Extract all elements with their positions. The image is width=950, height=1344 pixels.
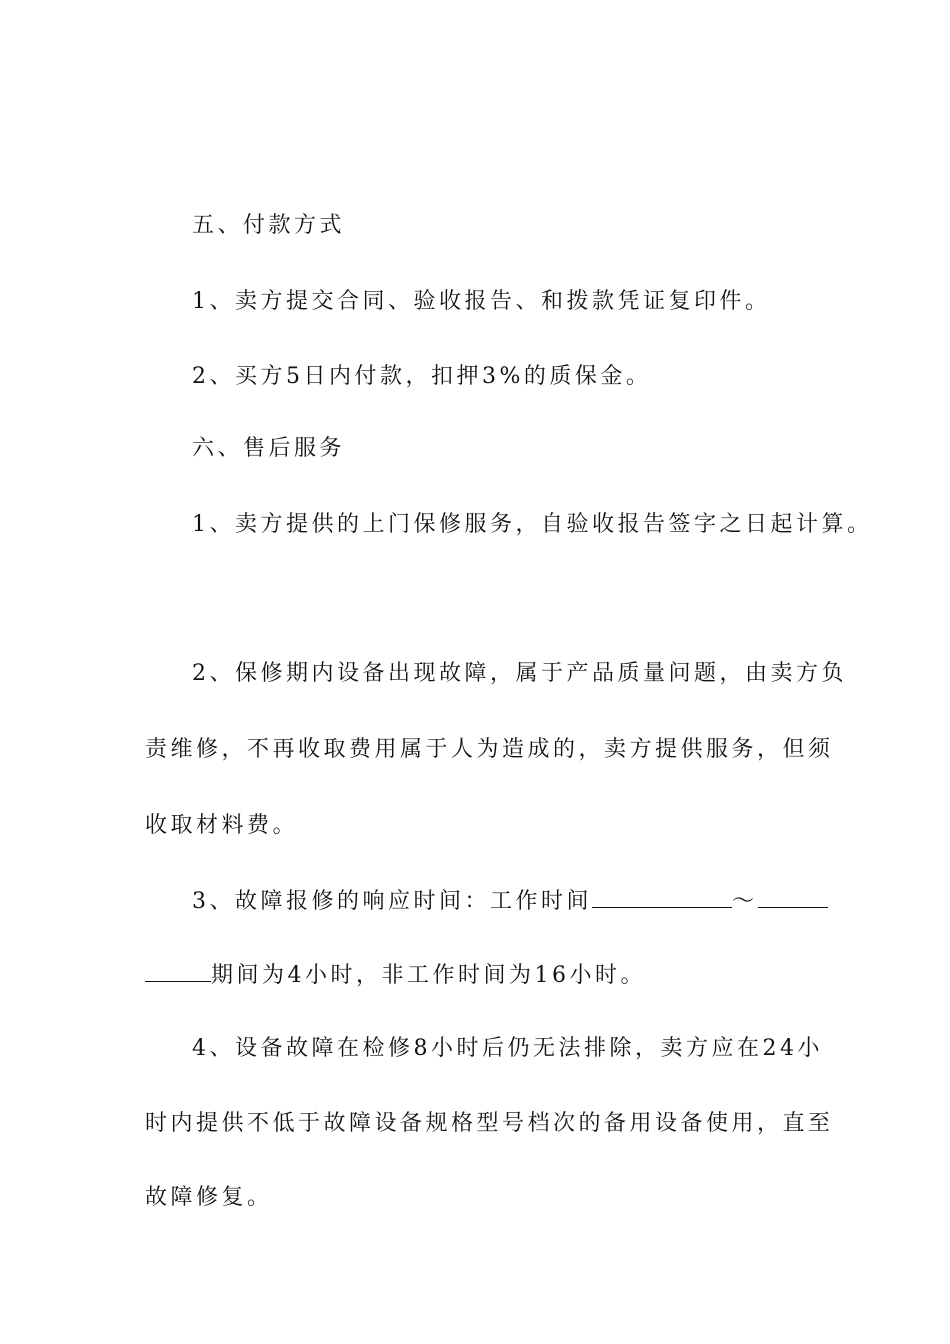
after-sales-item-2-line-2: 责维修，不再收取费用属于人为造成的，卖方提供服务，但须 (145, 737, 834, 762)
payment-item-1: 1、卖方提交合同、验收报告、和拨款凭证复印件。 (192, 289, 771, 314)
payment-item-2: 2、买方5日内付款，扣押3%的质保金。 (192, 364, 652, 389)
end-time-blank-part-2 (145, 959, 211, 982)
tilde-separator: ～ (732, 889, 758, 914)
section-heading-after-sales: 六、售后服务 (192, 436, 346, 461)
after-sales-item-4-line-1: 4、设备故障在检修8小时后仍无法排除，卖方应在24小 (192, 1036, 823, 1061)
after-sales-item-2-line-3: 收取材料费。 (145, 813, 299, 838)
after-sales-item-2-line-1: 2、保修期内设备出现故障，属于产品质量问题，由卖方负 (192, 661, 847, 686)
after-sales-item-3-line-2 (145, 959, 646, 991)
after-sales-item-3-line-1 (192, 885, 828, 917)
response-time-suffix: 期间为4小时，非工作时间为16小时。 (211, 963, 646, 988)
start-time-blank (592, 885, 732, 908)
end-time-blank-part-1 (758, 885, 828, 908)
after-sales-item-1: 1、卖方提供的上门保修服务，自验收报告签字之日起计算。 (192, 512, 873, 537)
section-heading-payment: 五、付款方式 (192, 213, 346, 238)
after-sales-item-4-line-2: 时内提供不低于故障设备规格型号档次的备用设备使用，直至 (145, 1111, 834, 1136)
response-time-prefix: 3、故障报修的响应时间：工作时间 (192, 889, 592, 914)
after-sales-item-4-line-3: 故障修复。 (145, 1185, 273, 1210)
